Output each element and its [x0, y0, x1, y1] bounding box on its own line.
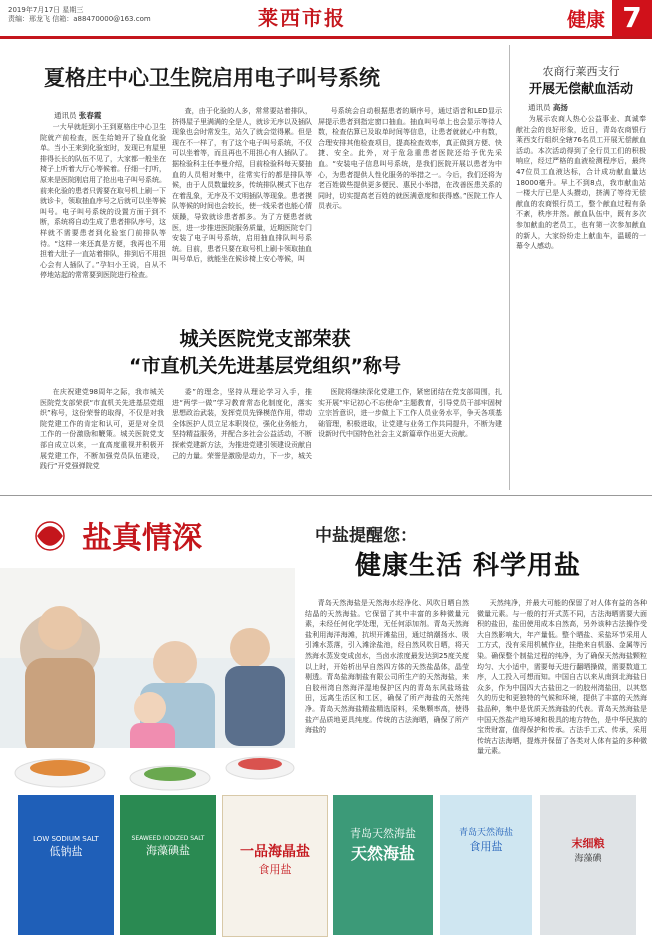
- ad-headline2: 健康生活 科学用盐: [355, 551, 582, 581]
- product-name: LOW SODIUM SALT: [33, 835, 99, 843]
- byline-prefix: 通讯员: [54, 111, 77, 120]
- product-name: 青岛天然海盐: [350, 827, 416, 840]
- product-name: 青岛天然海盐: [458, 828, 513, 838]
- ad-body-col1: 青岛天然海盐是天然海水经净化、风吹日晒自然结晶的天然海盐。它保留了其中丰富的多种微量元素，未经任何化学处理，无任何添加剂。青岛天然海盐利用海洋海滩，抗坝开滩盐田，通过纳潮扬水、吸引滩水蒸落，引入滩涂盐池，经自然风吹日晒，将天然海水蒸发变成卤水，当卤水浓度最发达到25度关度以上时，开始析出早自然四方体的天然盐晶体，晶莹剔透。青岛盐海制盐有限公司所生产的天然海盐，来自胶州湾自然海洋湿地保护区内的青岛东风盐场盐田，远离生活区和工区，确保了所产海盐的天然纯净。青岛天然海盐精盐精选原料，采集颗率高，使得盐产品质地更具纯度。传统的古法海晒，确保了所产海盐的: [305, 599, 469, 735]
- product-package: [540, 795, 636, 935]
- article2-col2: 委”的理念，坚持从理论学习入手，推进“两学一做”学习教育常态化制度化，落实思想政治武装，发挥党员先锋模范作用，带动全体医护人员立足本职岗位，强化业务能力，坚持精益服务，并配合多社会公益活动，不断探索党建新方法，为推进党建引领建设贡献自己的力量。荣誉是激励是动力，下一步，城关: [172, 388, 312, 460]
- product-sub: 天然海盐: [350, 844, 415, 863]
- product-package: [440, 795, 532, 935]
- article2-headline-line1: 城关医院党支部荣获: [179, 328, 351, 350]
- date-text: 2019年7月17日 星期三: [8, 6, 84, 14]
- sidebar-headline: 开展无偿献血活动: [528, 82, 633, 97]
- ad-headline1: 中盐提醒您：: [315, 526, 417, 546]
- byline-name: 张春霞: [78, 111, 102, 120]
- page-number-badge: 7: [612, 0, 652, 36]
- brand-logo-text: 盐真情深: [82, 521, 202, 556]
- product-package: [222, 795, 328, 937]
- article1-headline: 夏格庄中心卫生院启用电子叫号系统: [44, 66, 380, 90]
- sidebar-divider: [509, 45, 510, 490]
- editor-text: 责编：邢龙飞 信箱：a88470000@163.com: [8, 15, 151, 23]
- article1-col2: 查，由于化验的人多，常常要站着排队，挤得屋子里满满的全是人，就诊无序以及插队现象也会时常发生，站久了就会觉得累。但是现在不一样了，有了这个电子叫号系统，不仅可以坐着等，而且再也不用担心有人插队了。据检验科主任李曼介绍，目前检验科每天要抽血的人员相对集中，往常实行的都是排队等候，由于人员数量较多，传统排队模式下也存在着乱象，无序及不文明插队等现象。患者摸队等候的时间也会较长，使一线采者也能心情烦躁，导致就诊患者都多。为了方便患者就医，进一步推进医院服务质量，近期医院专门安装了电子叫号系统，启用抽血排队叫号系统。目前，患者只要在取号机上刷卡领取抽血叫号单后，就能坐在候诊椅上安心等候，叫: [172, 107, 312, 264]
- product-package: [333, 795, 433, 935]
- product-sub: 食用盐: [469, 840, 503, 853]
- product-sub: 食用盐: [258, 863, 292, 876]
- article2-headline-line2: “市直机关先进基层党组织”称号: [129, 355, 401, 377]
- sidebar-body: 为展示农商人热心公益事业、真诚奉献社会的良好形象，近日，青岛农商银行莱西支行组织全辖76名员工开展无偿献血活动。本次活动得到了全行员工们的积极响应，经过严格的血液检测程序后，最终47位员工血液达标，合计成功献血量达18000毫升。早上不到8点，我市献血站一楼大厅已是人头攒动，挤满了等待无偿献血的农商银行员工，整个献血过程有条不紊，秩序井然。献血队伍中，既有多次参加献血的老员工，也有第一次参加献血的新人，大家纷纷走上献血车，温暖的一幕令人感动。: [516, 115, 646, 251]
- article1-col1: 一大早就赶到小王到夏格庄中心卫生院就产前检查，医生给她开了验血化验单。当小王来到化验室时，发现已有屋里排得长长的队伍不见了，大家都一般坐在椅子上听着大厅心等候着。仔细一打听，原来是医院刚启用了抢出电子叫号系统。前来化验的患者只需要在取号机上刷一下就诊卡，领取抽血序号之后就可以坐等候叫号。电子叫号系统的设置方面于到不断，系统将自动生成了患者排队序号，这样就不需要患者到化验室门前排队等待。“这样一来还真是方便，我再也不用担着大肚子一直站着排队，排到后不用担心会有人插队了。”孕妇小王说，自从不停地站起的常常要到医院进行检查。: [40, 123, 166, 280]
- article2-col3: 医院将继续深化党建工作，紧密团结在党支部周围，扎实开展“牢记初心不忘使命”主题教育，引导党员干部牢固树立宗旨意识，进一步做上下工作人员业务水平，争天各项基础管理，积极进取，让党建与业务工作共同提升，不断为建设新时代中国特色社会主义新篇章作出更大贡献。: [318, 388, 502, 439]
- ad-body-col2: 天然纯净，并最大可能的保留了对人体有益的各种微量元素。与一般的打开式蒸不同，古法海晒需要大面积的盐田，盐田使用成本自然高，另外该种古法操作受大自然影响大，年产量低。整个晒盐、采盐环节采用人工方式，没有采用机械作业，挂绝来自机器、金属等污染。确保整个制盐过程的纯净，为了确保天然海盐颗粒均匀、大小适中，需要每天进行翻晒操做，需要数道工序，人工投入可想而知。中国自古以来从南到北海盐日众多，作为中国四大古盐田之一的胶州湾盐田，以其悠久的历史和更独特的气候和环境，提供了丰富的天然海盐品种，集中是优质天然海盐的代表。青岛天然海盐是中国天然盐产地环境和极具的地方特色，是中华民族的宝贵财富，值得保护和传承。古法手工式、传承，采用传统古法海晒，提炼并保留了各类对人体有益的多种微量元素。: [477, 599, 647, 756]
- paper-logo: 莱西市报: [258, 6, 346, 30]
- product-package: [18, 795, 114, 935]
- product-sub: 海藻碘盐: [146, 844, 190, 857]
- sidebar-subtitle: 农商行莱西支行: [542, 65, 620, 78]
- section-title: 健康: [567, 9, 606, 31]
- header-rule: [0, 36, 652, 39]
- product-sub: 海藻碘: [574, 854, 602, 864]
- masthead-dateline: [8, 6, 151, 24]
- product-package: [120, 795, 216, 935]
- product-name: 一品海晶盐: [240, 844, 310, 860]
- product-name: SEAWEED IODIZED SALT: [131, 835, 205, 842]
- product-sub: 低钠盐: [49, 845, 83, 858]
- article1-byline: [54, 110, 101, 121]
- product-name: 末细粮: [571, 837, 605, 850]
- byline-prefix: 通讯员: [528, 103, 551, 112]
- article2-col1: 在庆祝建党98周年之际，我市城关医院党支部荣获“市直机关先进基层党组织”称号，这份荣誉的取得，不仅是对我院党建工作的肯定和认可，更是对全员工作的一份激励和鞭策。城关医院党支部自成立以来，一直高度重视并积极开展党建工作，不断加强党员队伍建设，践行“开党强弹院党: [40, 388, 164, 471]
- article1-col3: 号系统会自动根据患者的顺序号，通过语音和LED显示屏提示患者到指定窗口抽血。抽血叫号单上也会显示等待人数，检查估算已及取单时间等信息，让患者就就心中有数，合理安排其他检查项目，提高检查效率，真正做到方便、快捷、安全。此外，对于危急重患者医院还给予优先采血。“安装电子信息叫号系统，是我们医院开展以患者为中心，为患者提供人性化服务的举措之一。今后，我们还将为老百姓做些提供更多便民、惠民小举措，在改善医患关系的同时，切实提高老百姓的就医满意度和获得感。”医院工作人员表示。: [318, 107, 502, 211]
- brand-logo: [22, 512, 312, 560]
- sidebar-byline: [528, 102, 568, 113]
- byline-name: 高扬: [552, 103, 568, 112]
- family-dining-photo: [0, 568, 295, 798]
